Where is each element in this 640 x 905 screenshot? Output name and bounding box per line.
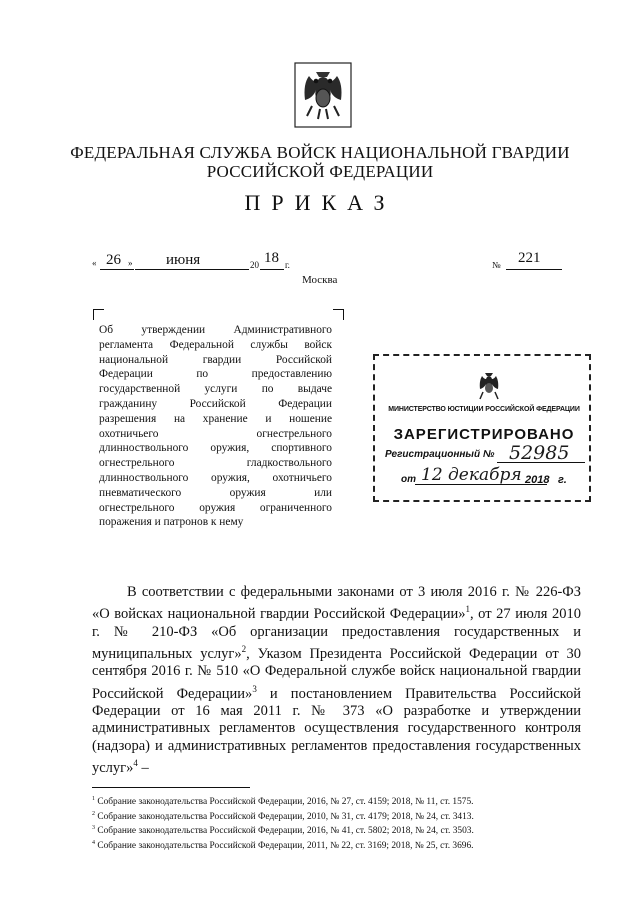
order-number: 221 bbox=[518, 250, 541, 266]
subject-line: огнестрельного гладкоствольного bbox=[99, 457, 332, 470]
subject-line: Об утверждении Административного bbox=[99, 324, 332, 336]
stamp-from-label: от bbox=[401, 474, 416, 485]
stamp-year-abbr: г. bbox=[558, 474, 567, 486]
footnote-item: $^3$ Собрание законодательства Российской Федерации, 2016, № 41, ст. 5802; 2018, № 24, ст. 3503. bbox=[92, 825, 474, 837]
document-type-title: ПРИКАЗ bbox=[244, 190, 396, 215]
footnote-item: $^1$ Собрание законодательства Российской Федерации, 2016, № 27, ст. 4159; 2018, № 11, ст. 1575. bbox=[92, 796, 474, 808]
subject-line: Федерации по предоставлению bbox=[99, 368, 332, 381]
footnote-ref[interactable]: 1 bbox=[465, 604, 470, 615]
subject-line: государственной услуги по выдаче bbox=[99, 383, 332, 396]
subject-bracket-left bbox=[93, 309, 104, 320]
stamp-emblem-icon bbox=[474, 369, 504, 403]
date-quote-open: « bbox=[92, 258, 97, 268]
stamp-year: 2018 bbox=[525, 474, 550, 486]
date-year: 18 bbox=[264, 250, 279, 266]
date-quote-close: » bbox=[128, 258, 133, 268]
coat-of-arms-icon bbox=[294, 62, 352, 128]
city: Москва bbox=[302, 274, 338, 286]
footnotes bbox=[92, 794, 592, 853]
footnote-ref[interactable]: 2 bbox=[241, 644, 247, 655]
footnote-ref[interactable]: 4 bbox=[133, 758, 138, 769]
subject-line: гражданину Российской Федерации bbox=[99, 397, 332, 410]
preamble-paragraph: В соответствии с федеральными законами от 3 июля 2016 г. № 226-ФЗ «О войсках национальной гвардии Российской Федерации»$^1$, от 27 июля 2010 г. № 210-ФЗ «Об организации предоставления государственных и муниципальных услуг»$^2$, Указом Президента Российской Федерации от 30 сентября 2016 г. № 510 «О Федеральной службе войск национальной гвардии Российской Федерации»$^3$ и постановлением Правительства Российской Федерации от 16 мая 2011 г. № 373 «О разработке и утверждении административных регламентов осуществления государственного контроля (надзора) и административных регламентов предоставления государственных услуг»$^4$ – bbox=[92, 584, 581, 776]
date-month: июня bbox=[166, 252, 201, 268]
subject-line: огнестрельного оружия ограниченного bbox=[99, 501, 332, 514]
registration-stamp bbox=[373, 354, 591, 502]
footnote-item: $^2$ Собрание законодательства Российской Федерации, 2010, № 31, ст. 4179; 2018, № 24, ст. 3413. bbox=[92, 810, 474, 822]
subject-line: охотничьего огнестрельного bbox=[99, 427, 332, 440]
footnote-separator bbox=[92, 787, 250, 788]
subject-line: поражения и патронов к нему bbox=[99, 516, 244, 529]
date-day: 26 bbox=[106, 252, 121, 268]
stamp-ministry: МИНИСТЕРСТВО ЮСТИЦИИ РОССИЙСКОЙ ФЕДЕРАЦИИ bbox=[388, 406, 580, 413]
subject-line: национальной гвардии Российской bbox=[99, 353, 332, 366]
subject-line: регламента Федеральной службы войск bbox=[99, 338, 332, 351]
order-number-sign: № bbox=[492, 260, 501, 270]
agency-name-line2: РОССИЙСКОЙ ФЕДЕРАЦИИ bbox=[206, 162, 434, 181]
order-subject bbox=[99, 323, 332, 530]
stamp-date: 12 декабря bbox=[421, 465, 522, 485]
subject-bracket-right bbox=[333, 309, 344, 320]
agency-name-line1: ФЕДЕРАЛЬНАЯ СЛУЖБА ВОЙСК НАЦИОНАЛЬНОЙ ГВАРДИИ bbox=[70, 143, 570, 162]
stamp-status: ЗАРЕГИСТРИРОВАНО bbox=[393, 426, 575, 443]
footnote-ref[interactable]: 3 bbox=[252, 683, 257, 694]
stamp-reg-label: Регистрационный № bbox=[385, 449, 495, 460]
footnote-item: $^4$ Собрание законодательства Российской Федерации, 2011, № 22, ст. 3169; 2018, № 25, ст. 3696. bbox=[92, 840, 474, 852]
subject-line: разрешения на хранение и ношение bbox=[99, 412, 332, 425]
date-year-prefix: 20 bbox=[250, 260, 259, 270]
subject-line: длинноствольного оружия, спортивного bbox=[99, 442, 332, 455]
subject-line: длинноствольного оружия, охотничьего bbox=[99, 471, 332, 484]
date-year-abbr: г. bbox=[285, 260, 290, 270]
subject-line: пневматического оружия или bbox=[99, 486, 332, 499]
stamp-reg-number: 52985 bbox=[509, 442, 570, 464]
